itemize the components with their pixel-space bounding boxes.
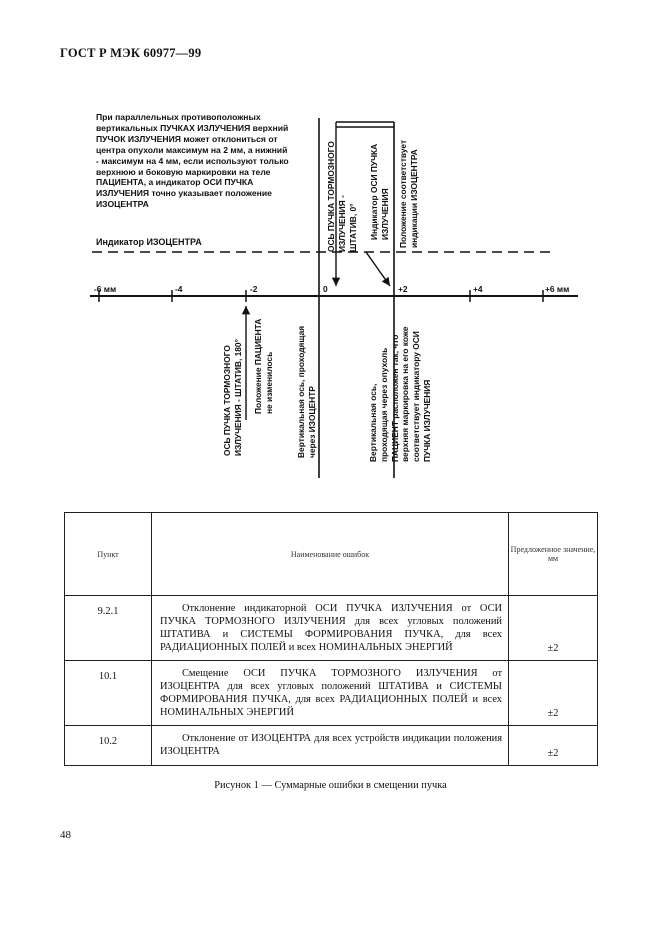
tick-label: +4 [473, 284, 483, 294]
beam-axis-0-label: ОСЬ ПУЧКА ТОРМОЗНОГО ИЗЛУЧЕНИЯ - ШТАТИВ, 0° [326, 141, 358, 252]
document-header: ГОСТ Р МЭК 60977—99 [60, 46, 202, 60]
tick-label: -2 [250, 284, 258, 294]
indicator-axis-label: Индикатор ОСИ ПУЧКА ИЗЛУЧЕНИЯ [369, 143, 390, 240]
isocenter-indicator-label: Индикатор ИЗОЦЕНТРА [96, 237, 202, 247]
row-item: 9.2.1 [65, 596, 152, 661]
tick-label: +2 [398, 284, 408, 294]
column-header-item: Пункт [65, 513, 152, 596]
indicator-position-label: Положение соответствует индикации ИЗОЦЕНТРА [398, 139, 419, 248]
table-row [65, 596, 598, 661]
tick-label: +6 мм [545, 284, 570, 294]
vertical-axis-tumor-label: Вертикальная ось, проходящая через опухоль ПАЦИЕНТ расположен так, что верхняя маркировка на его коже соответствует индикатору ОСИ ПУЧКА ИЗЛУЧЕНИЯ [368, 326, 432, 462]
row-name: Смещение ОСИ ПУЧКА ТОРМОЗНОГО ИЗЛУЧЕНИЯ от ИЗОЦЕНТРА для всех угловых положений ШТАТИВА и СИСТЕМЫ ФОРМИРОВАНИЯ ПУЧКА, для всех РАДИАЦИОННЫХ ПОЛЕЙ и всех НОМИНАЛЬНЫХ ЭНЕРГИЙ [152, 661, 509, 726]
column-header-value: Предложенное значение, мм [509, 513, 598, 596]
table-header-row [65, 513, 598, 596]
errors-table [64, 512, 598, 766]
tick-label: 0 [323, 284, 328, 294]
row-name: Отклонение от ИЗОЦЕНТРА для всех устройств индикации положения ИЗОЦЕНТРА [152, 726, 509, 766]
table-row [65, 661, 598, 726]
tick-label: -4 [175, 284, 183, 294]
row-item: 10.1 [65, 661, 152, 726]
vertical-axis-isocenter-label: Вертикальная ось, проходящая через ИЗОЦЕНТР [296, 325, 317, 458]
diagram-note: При параллельных противоположных вертикальных ПУЧКАХ ИЗЛУЧЕНИЯ верхний ПУЧОК ИЗЛУЧЕНИЯ может отклониться от центра опухоли максимум на 2 мм, а нижний - максимум на 4 мм, если используют только верхнюю и боковую маркировки на теле ПАЦИЕНТА, а индикатор ОСИ ПУЧКА ИЗЛУЧЕНИЯ точно указывает положение ИЗОЦЕНТРА [96, 112, 289, 210]
row-value: ±2 [509, 726, 598, 766]
row-value: ±2 [509, 661, 598, 726]
beam-axis-180-label: ОСЬ ПУЧКА ТОРМОЗНОГО ИЗЛУЧЕНИЯ - ШТАТИВ, 180° [222, 339, 243, 456]
row-item: 10.2 [65, 726, 152, 766]
tick-label: -6 мм [94, 284, 117, 294]
column-header-name: Наименование ошибок [152, 513, 509, 596]
page-number: 48 [60, 829, 71, 841]
table-row [65, 726, 598, 766]
row-value: ±2 [509, 596, 598, 661]
row-name: Отклонение индикаторной ОСИ ПУЧКА ИЗЛУЧЕНИЯ от ОСИ ПУЧКА ТОРМОЗНОГО ИЗЛУЧЕНИЯ для всех угловых положений ШТАТИВА и СИСТЕМЫ ФОРМИРОВАНИЯ ПУЧКА, для всех РАДИАЦИОННЫХ ПОЛЕЙ и всех НОМИНАЛЬНЫХ ЭНЕРГИЙ [152, 596, 509, 661]
patient-position-label: Положение ПАЦИЕНТА не изменилось [253, 318, 274, 414]
figure-caption: Рисунок 1 — Суммарные ошибки в смещении пучка [214, 780, 447, 791]
